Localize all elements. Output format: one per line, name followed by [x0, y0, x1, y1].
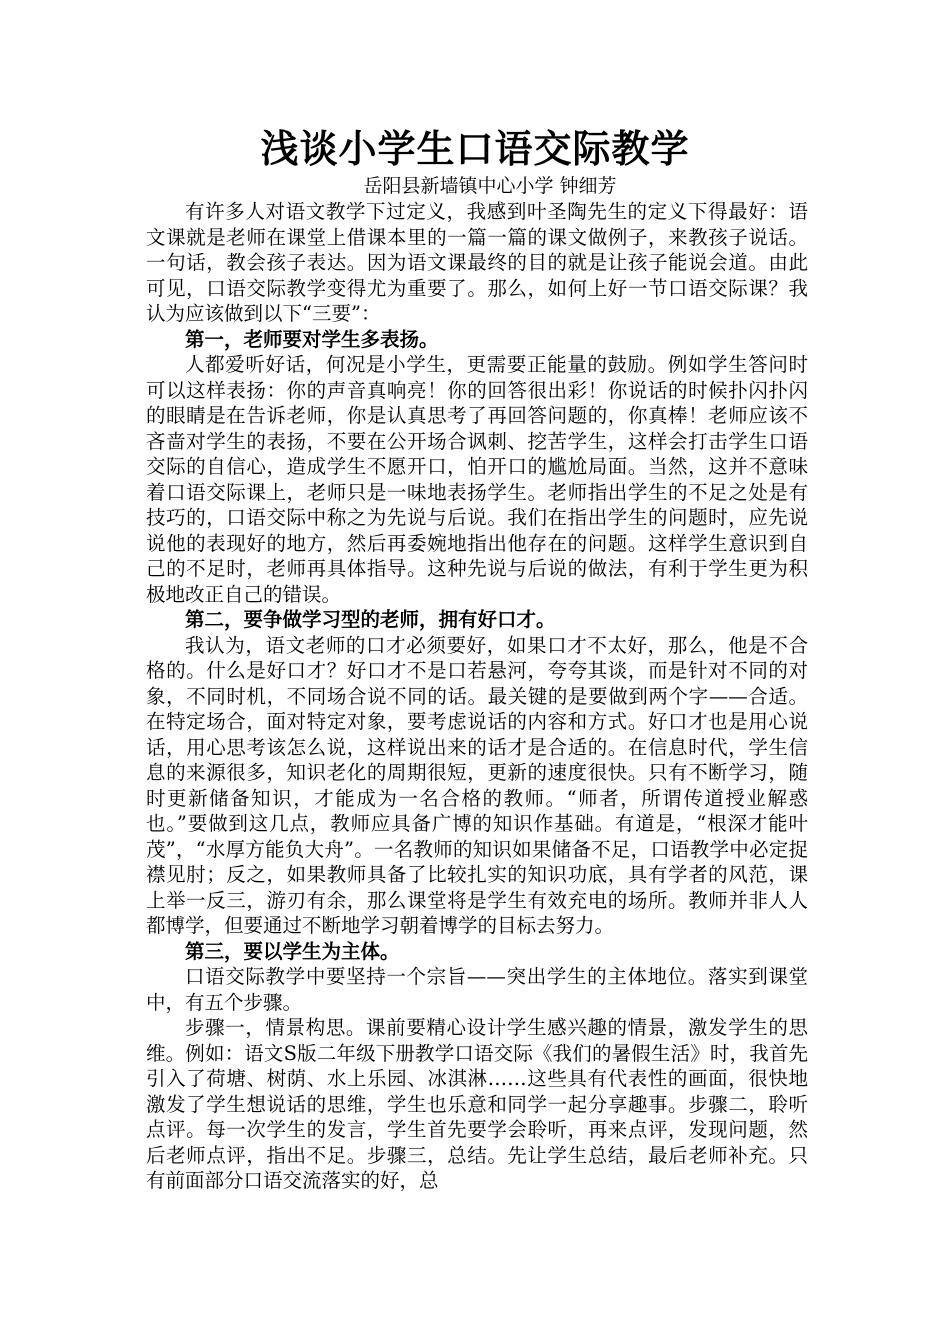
section-3-paragraph-1: 口语交际教学中要坚持一个宗旨——突出学生的主体地位。落实到课堂中，有五个步骤。 [146, 965, 808, 1014]
section-3-paragraph-2: 步骤一，情景构思。课前要精心设计学生感兴趣的情景，激发学生的思维。例如：语文S版二年级下册教学口语交际《我们的暑假生活》时，我首先引入了荷塘、树荫、水上乐园、冰淇淋……这些具有代表性的画面，很快地激发了学生想说话的思维，学生也乐意和同学一起分享趣事。步骤二，聆听点评。每一次学生的发言，学生首先要学会聆听，再来点评，发现问题，然后老师点评，指出不足。步骤三，总结。先让学生总结，最后老师补充。只有前面部分口语交流落实的好，总 [146, 1016, 808, 1192]
section-2-paragraph: 我认为，语文老师的口才必须要好，如果口才不太好，那么，他是不合格的。什么是好口才？好口才不是口若悬河，夸夸其谈，而是针对不同的对象，不同时机，不同场合说不同的话。最关键的是要做到两个字——合适。在特定场合，面对特定对象，要考虑说话的内容和方式。好口才也是用心说话，用心思考该怎么说，这样说出来的话才是合适的。在信息时代，学生信息的来源很多，知识老化的周期很短，更新的速度很快。只有不断学习，随时更新储备知识，才能成为一名合格的教师。“师者，所谓传道授业解惑也。”要做到这几点，教师应具备广博的知识作基础。有道是，“根深才能叶茂”，“水厚方能负大舟”。一名教师的知识如果储备不足，口语教学中必定捉襟见肘；反之，如果教师具备了比较扎实的知识功底，具有学者的风范，课上举一反三，游刃有余，那么课堂将是学生有效充电的场所。教师并非人人都博学，但要通过不断地学习朝着博学的目标去努力。 [146, 633, 808, 937]
section-1-heading: 第一，老师要对学生多表扬。 [185, 327, 439, 351]
section-3-heading: 第三，要以学生为主体。 [185, 939, 400, 963]
document-body [146, 199, 808, 1194]
intro-paragraph: 有许多人对语文教学下过定义，我感到叶圣陶先生的定义下得最好：语文课就是老师在课堂上借课本里的一篇一篇的课文做例子，来教孩子说话。一句话，教会孩子表达。因为语文课最终的目的就是让孩子能说会道。由此可见，口语交际教学变得尤为重要了。那么，如何上好一节口语交际课？我认为应该做到以下“三要”： [146, 200, 808, 325]
section-1-paragraph: 人都爱听好话，何况是小学生，更需要正能量的鼓励。例如学生答问时可以这样表扬：你的声音真响亮！你的回答很出彩！你说话的时候扑闪扑闪的眼睛是在告诉老师，你是认真思考了再回答问题的，你真棒！老师应该不吝啬对学生的表扬，不要在公开场合讽刺、挖苦学生，这样会打击学生口语交际的自信心，造成学生不愿开口，怕开口的尴尬局面。当然，这并不意味着口语交际课上，老师只是一味地表扬学生。老师指出学生的不足之处是有技巧的，口语交际中称之为先说与后说。我们在指出学生的问题时，应先说说他的表现好的地方，然后再委婉地指出他存在的问题。这样学生意识到自己的不足时，老师再具体指导。这种先说与后说的做法，有利于学生更为积极地改正自己的错误。 [146, 353, 808, 606]
document-author: 岳阳县新墙镇中心小学 钟细芳 [363, 175, 617, 197]
document-title: 浅谈小学生口语交际教学 [260, 127, 690, 171]
section-2-heading: 第二，要争做学习型的老师，拥有好口才。 [185, 608, 556, 631]
